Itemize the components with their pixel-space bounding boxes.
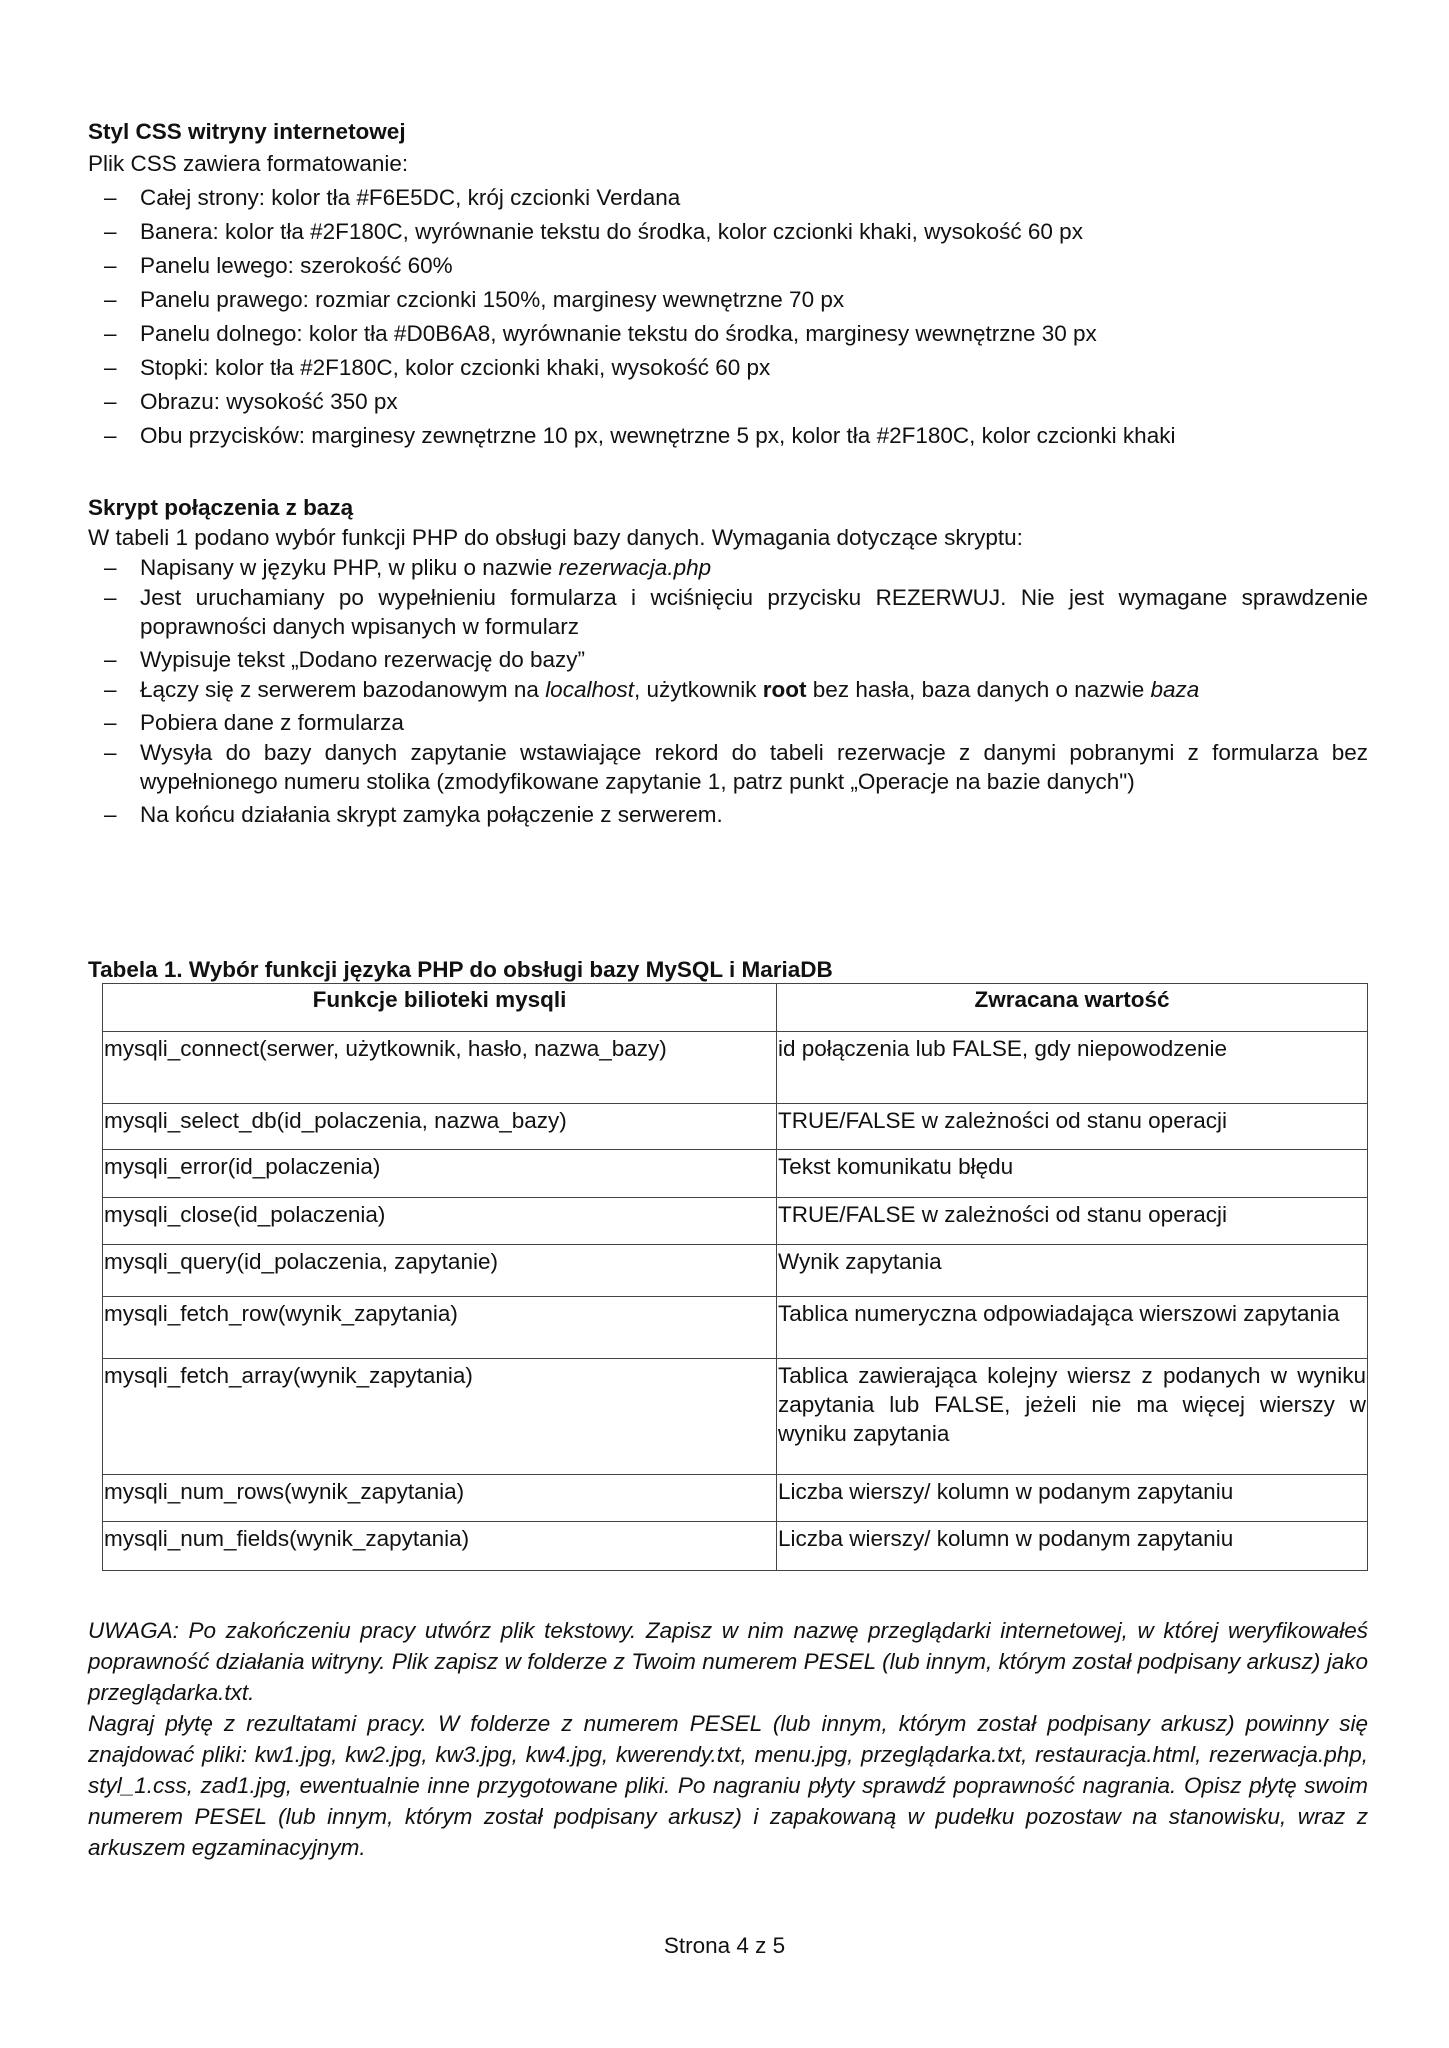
table-caption: Tabela 1. Wybór funkcji języka PHP do obsługi bazy MySQL i MariaDB (88, 957, 833, 982)
return-value-cell: Tekst komunikatu błędu (777, 1150, 1368, 1198)
function-cell: mysqli_num_fields(wynik_zapytania) (103, 1522, 777, 1571)
css-requirements-list (88, 181, 1368, 453)
list-item: – Na końcu działania skrypt zamyka połączenie z serwerem. (88, 800, 1368, 830)
table-row (103, 1522, 1368, 1571)
function-cell: mysqli_select_db(id_polaczenia, nazwa_bazy) (103, 1104, 777, 1150)
function-cell: mysqli_close(id_polaczenia) (103, 1198, 777, 1245)
filename-text: rezerwacja.php (558, 555, 712, 580)
php-functions-table (102, 983, 1368, 1571)
list-item: – Panelu prawego: rozmiar czcionki 150%, marginesy wewnętrzne 70 px (88, 283, 1368, 317)
return-value-cell: Liczba wierszy/ kolumn w podanym zapytaniu (777, 1522, 1368, 1571)
list-item: – Obu przycisków: marginesy zewnętrzne 10 px, wewnętrzne 5 px, kolor tła #2F180C, kolor czcionki khaki (88, 419, 1368, 453)
list-item: – Wypisuje tekst „Dodano rezerwację do bazy” (88, 645, 1368, 675)
return-value-cell: TRUE/FALSE w zależności od stanu operacji (777, 1104, 1368, 1150)
css-style-section (88, 117, 1368, 453)
list-item: – Napisany w języku PHP, w pliku o nazwie rezerwacja.php (88, 553, 1368, 583)
list-item: – Wysyła do bazy danych zapytanie wstawiające rekord do tabeli rezerwacje z danymi pobranymi z formularza bez wypełnionego numeru stolika (zmodyfikowane zapytanie 1, patrz punkt „Operacje na bazie danych") (88, 738, 1368, 796)
note-paragraph: Nagraj płytę z rezultatami pracy. W folderze z numerem PESEL (lub innym, którym został podpisany arkusz) powinny się znajdować pliki: kw1.jpg, kw2.jpg, kw3.jpg, kw4.jpg, kwerendy.txt, menu.jpg, przeglądarka.txt, restauracja.html, rezerwacja.php, styl_1.css, zad1.jpg, ewentualnie inne przygotowane pliki. Po nagraniu płyty sprawdź poprawność nagrania. Opisz płytę swoim numerem PESEL (lub innym, którym został podpisany arkusz) i zapakowaną w pudełku pozostaw na stanowisku, wraz z arkuszem egzaminacyjnym. (88, 1711, 1368, 1860)
section-heading-css: Styl CSS witryny internetowej (88, 119, 406, 144)
list-item: – Pobiera dane z formularza (88, 708, 1368, 738)
list-item: – Panelu lewego: szerokość 60% (88, 249, 1368, 283)
return-value-cell: Wynik zapytania (777, 1245, 1368, 1297)
script-requirements-list (88, 553, 1368, 830)
list-item: – Banera: kolor tła #2F180C, wyrównanie tekstu do środka, kolor czcionki khaki, wysokość 60 px (88, 215, 1368, 249)
function-cell: mysqli_connect(serwer, użytkownik, hasło, nazwa_bazy) (103, 1032, 777, 1104)
function-cell: mysqli_fetch_array(wynik_zapytania) (103, 1359, 777, 1475)
header-cell: Funkcje bilioteki mysqli (103, 984, 777, 1032)
list-item: – Jest uruchamiany po wypełnieniu formularza i wciśnięciu przycisku REZERWUJ. Nie jest wymagane sprawdzenie poprawności danych wpisanych w formularz (88, 583, 1368, 641)
function-cell: mysqli_error(id_polaczenia) (103, 1150, 777, 1198)
table-row (103, 1475, 1368, 1522)
list-item: – Całej strony: kolor tła #F6E5DC, krój czcionki Verdana (88, 181, 1368, 215)
db-script-section (88, 493, 1368, 830)
css-intro: Plik CSS zawiera formatowanie: (88, 151, 409, 176)
list-item: – Łączy się z serwerem bazodanowym na localhost, użytkownik root bez hasła, baza danych o nazwie baza (88, 675, 1368, 704)
table-header-row (103, 984, 1368, 1032)
note-paragraph: UWAGA: Po zakończeniu pracy utwórz plik tekstowy. Zapisz w nim nazwę przeglądarki internetowej, w której weryfikowałeś poprawność działania witryny. Plik zapisz w folderze z Twoim numerem PESEL (lub innym, którym został podpisany arkusz) jako przeglądarka.txt. (88, 1618, 1368, 1705)
return-value-cell: Tablica numeryczna odpowiadająca wierszowi zapytania (777, 1297, 1368, 1359)
table-row (103, 1359, 1368, 1475)
table-row (103, 1245, 1368, 1297)
section-heading-script: Skrypt połączenia z bazą (88, 495, 354, 520)
list-item: – Stopki: kolor tła #2F180C, kolor czcionki khaki, wysokość 60 px (88, 351, 1368, 385)
page-number: Strona 4 z 5 (663, 1933, 786, 1958)
list-item: – Obrazu: wysokość 350 px (88, 385, 1368, 419)
header-cell: Zwracana wartość (777, 984, 1368, 1032)
return-value-cell: Tablica zawierająca kolejny wiersz z podanych w wyniku zapytania lub FALSE, jeżeli nie ma więcej wierszy w wyniku zapytania (777, 1359, 1368, 1475)
table-row (103, 1150, 1368, 1198)
table-row (103, 1297, 1368, 1359)
function-cell: mysqli_fetch_row(wynik_zapytania) (103, 1297, 777, 1359)
function-cell: mysqli_num_rows(wynik_zapytania) (103, 1475, 777, 1522)
list-item: – Panelu dolnego: kolor tła #D0B6A8, wyrównanie tekstu do środka, marginesy wewnętrzne 30 px (88, 317, 1368, 351)
return-value-cell: TRUE/FALSE w zależności od stanu operacji (777, 1198, 1368, 1245)
table-row (103, 1104, 1368, 1150)
table-row (103, 1198, 1368, 1245)
return-value-cell: Liczba wierszy/ kolumn w podanym zapytaniu (777, 1475, 1368, 1522)
function-cell: mysqli_query(id_polaczenia, zapytanie) (103, 1245, 777, 1297)
script-intro: W tabeli 1 podano wybór funkcji PHP do obsługi bazy danych. Wymagania dotyczące skryptu: (88, 525, 1023, 550)
note-block (88, 1615, 1368, 1863)
table-row (103, 1032, 1368, 1104)
return-value-cell: id połączenia lub FALSE, gdy niepowodzenie (777, 1032, 1368, 1104)
